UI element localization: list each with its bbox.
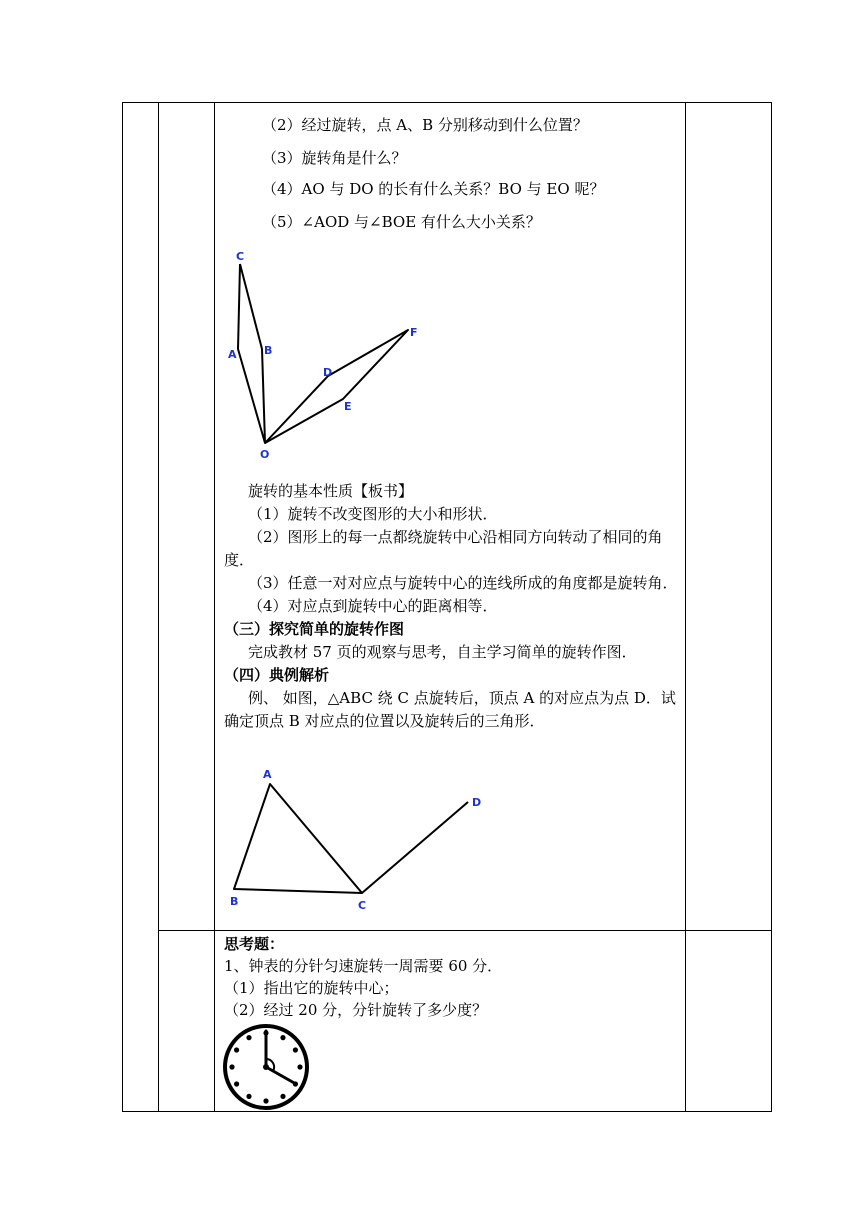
section-4-text: 例、 如图，△ABC 绕 C 点旋转后，顶点 A 的对应点为点 D．试确定顶点 B 对应点的位置以及旋转后的三角形． <box>224 689 676 730</box>
clock-figure <box>222 1023 310 1111</box>
label-e: E <box>344 400 352 413</box>
label-a2: A <box>263 768 272 781</box>
label-d2: D <box>472 796 482 809</box>
label-c: C <box>236 250 245 263</box>
thinking-title: 思考题： <box>224 935 285 953</box>
label-b: B <box>264 344 273 357</box>
property-3: （3）任意一对对应点与旋转中心的连线所成的角度都是旋转角． <box>248 574 678 592</box>
question-2: （2）经过旋转，点 A、B 分别移动到什么位置？ <box>262 116 588 134</box>
thinking-block <box>224 933 680 1021</box>
label-f: F <box>410 326 418 339</box>
label-d: D <box>323 366 333 379</box>
label-c2: C <box>358 899 367 912</box>
question-4: （4）AO 与 DO 的长有什么关系？BO 与 EO 呢？ <box>262 180 605 198</box>
thinking-line-2: （1）指出它的旋转中心； <box>224 979 399 997</box>
section-4-heading: （四）典例解析 <box>224 666 330 684</box>
label-b2: B <box>230 895 239 908</box>
label-a: A <box>228 348 237 361</box>
section-3-heading: （三）探究简单的旋转作图 <box>224 620 405 638</box>
property-4: （4）对应点到旋转中心的距离相等． <box>248 597 498 615</box>
section-3-text: 完成教材 57 页的观察与思考，自主学习简单的旋转作图． <box>248 643 637 661</box>
question-3: （3）旋转角是什么？ <box>262 149 407 167</box>
label-o: O <box>260 448 270 461</box>
properties-title: 旋转的基本性质【板书】 <box>248 482 414 500</box>
properties-block <box>224 480 680 733</box>
property-1: （1）旋转不改变图形的大小和形状． <box>248 505 498 523</box>
thinking-line-1: 1、钟表的分针匀速旋转一周需要 60 分． <box>224 957 503 975</box>
rotation-figure-2 <box>222 764 492 914</box>
rotation-figure-1 <box>220 246 430 462</box>
thinking-line-3: （2）经过 20 分，分针旋转了多少度？ <box>224 1001 488 1019</box>
question-5: （5）∠AOD 与∠BOE 有什么大小关系？ <box>262 213 541 231</box>
property-2: （2）图形上的每一点都绕旋转中心沿相同方向转动了相同的角度． <box>224 528 663 569</box>
